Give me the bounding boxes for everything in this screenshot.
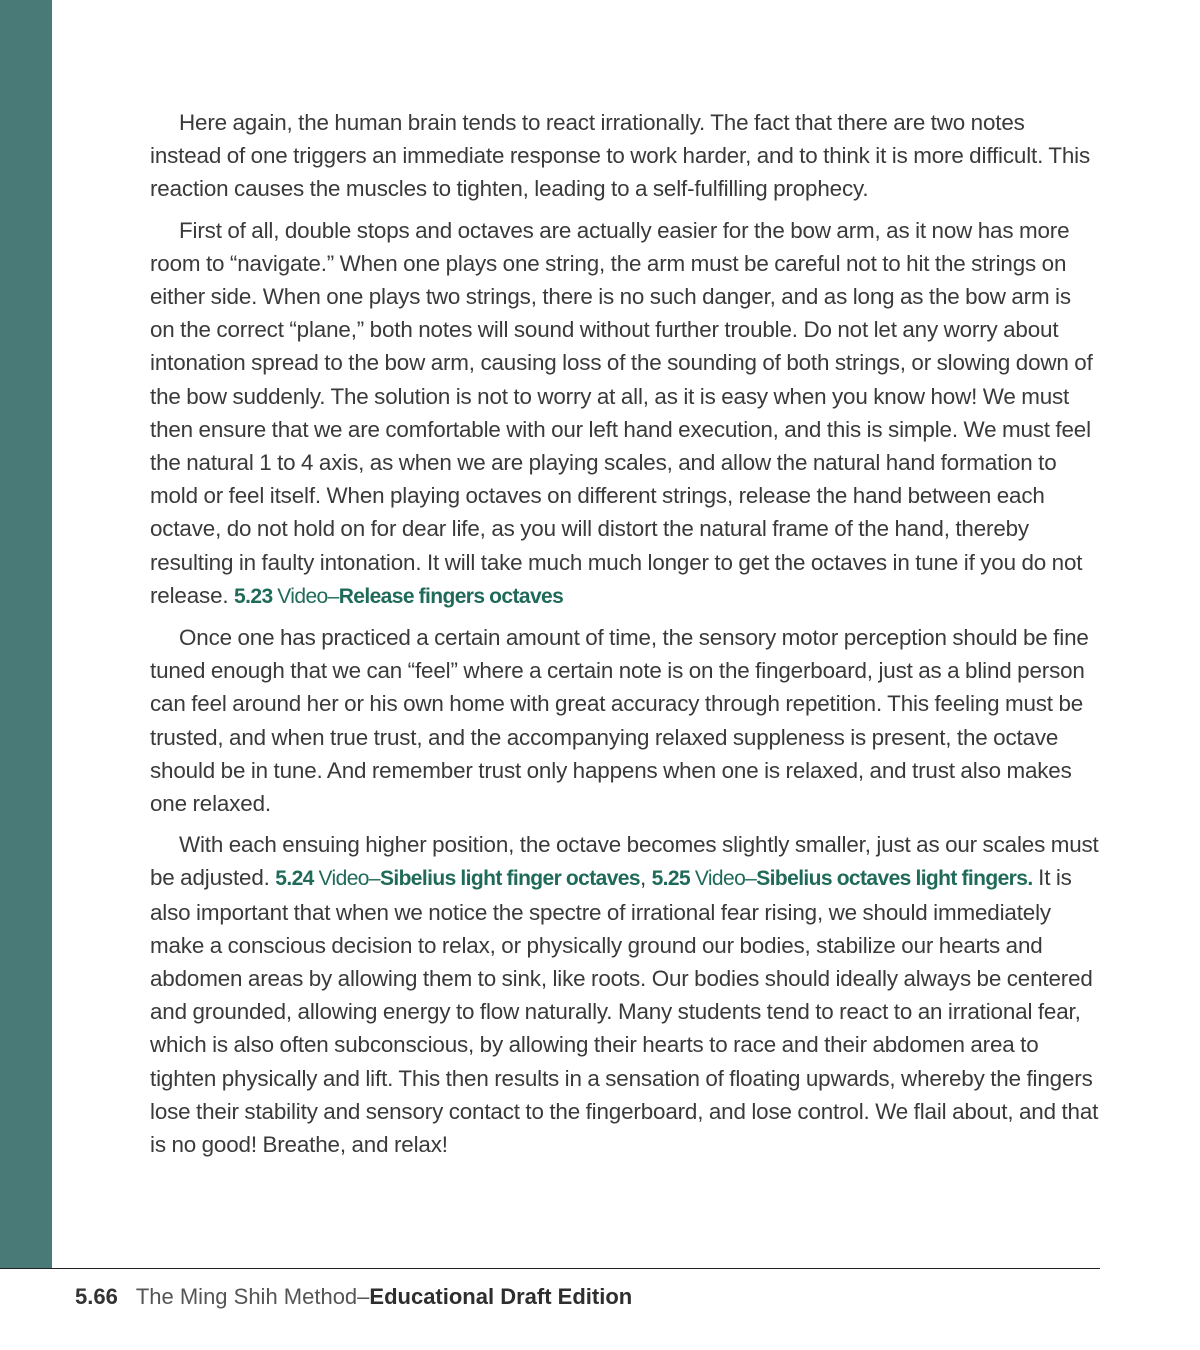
- paragraph-2: [150, 214, 1100, 613]
- paragraph-text-before: With each ensuing higher position, the octave becomes slightly smaller, just as our scales must be adjusted.: [150, 832, 1099, 891]
- video-number: 5.24: [275, 867, 314, 891]
- video-number: 5.25: [651, 867, 691, 891]
- video-kind: Video–: [318, 867, 380, 891]
- book-title: The Ming Shih Method–: [135, 1284, 370, 1309]
- edition-label: Educational Draft Edition: [369, 1284, 633, 1309]
- paragraph-text: Once one has practiced a certain amount of time, the sensory motor perception should be fine tuned enough that we can “feel” where a certain note is on the fingerboard, just as a blind person can feel around her or his own home with great accuracy through repetition. This feeling must be trusted, and when true trust, and the accompanying relaxed suppleness is present, the octave should be in tune. And remember trust only happens when one is relaxed, and trust also makes one relaxed.: [150, 625, 1089, 817]
- video-title: Sibelius light finger octaves: [379, 867, 640, 891]
- page-number: 5.66: [75, 1284, 118, 1309]
- video-link-5-24[interactable]: [275, 867, 640, 890]
- paragraph-3: [150, 621, 1100, 820]
- link-separator: ,: [639, 865, 647, 891]
- video-kind: Video–: [277, 584, 339, 608]
- footer-divider: [0, 1268, 1100, 1269]
- paragraph-text-after: It is also important that when we notice the spectre of irrational fear rising, we should immediately make a conscious decision to relax, or physically ground our bodies, stabilize our hearts and abdomen areas by allowing them to sink, like roots. Our bodies should ideally always be centered and grounded, allowing energy to flow naturally. Many students tend to react to an irrational fear, which is also often subconscious, by allowing their hearts to race and their abdomen area to tighten physically and lift. This then results in a sensation of floating upwards, whereby the fingers lose their stability and sensory contact to the fingerboard, and lose control. We flail about, and that is no good! Breathe, and relax!: [150, 865, 1099, 1158]
- paragraph-1: [150, 106, 1100, 206]
- paragraph-text: Here again, the human brain tends to react irrationally. The fact that there are two notes instead of one triggers an immediate response to work harder, and to think it is more difficult. This reaction causes the muscles to tighten, leading to a self-fulfilling prophecy.: [150, 110, 1091, 202]
- video-number: 5.23: [234, 584, 273, 608]
- video-kind: Video–: [694, 867, 757, 891]
- paragraph-text: First of all, double stops and octaves are actually easier for the bow arm, as it now has more room to “navigate.” When one plays one string, the arm must be careful not to hit the strings on either side. When one plays two strings, there is no such danger, and as long as the bow arm is on the correct “plane,” both notes will sound without further trouble. Do not let any worry about intonation spread to the bow arm, causing loss of the sounding of both strings, or slowing down of the bow suddenly. The solution is not to worry at all, as it is easy when you know how! We must then ensure that we are comfortable with our left hand execution, and this is simple. We must feel the natural 1 to 4 axis, as when we are playing scales, and allow the natural hand formation to mold or feel itself. When playing octaves on different strings, release the hand between each octave, do not hold on for dear life, as you will distort the natural frame of the hand, thereby resulting in faulty intonation. It will take much much longer to get the octaves in tune if you do not release.: [150, 217, 1093, 608]
- paragraph-4: [150, 828, 1100, 1161]
- video-link-5-23[interactable]: [234, 585, 563, 608]
- sidebar-band: [0, 0, 52, 1268]
- video-title: Release fingers octaves: [338, 584, 564, 608]
- video-title: Sibelius octaves light fingers.: [756, 867, 1033, 891]
- page-content: [150, 106, 1100, 1169]
- page-footer: [75, 1283, 632, 1311]
- video-link-5-25[interactable]: [652, 867, 1033, 890]
